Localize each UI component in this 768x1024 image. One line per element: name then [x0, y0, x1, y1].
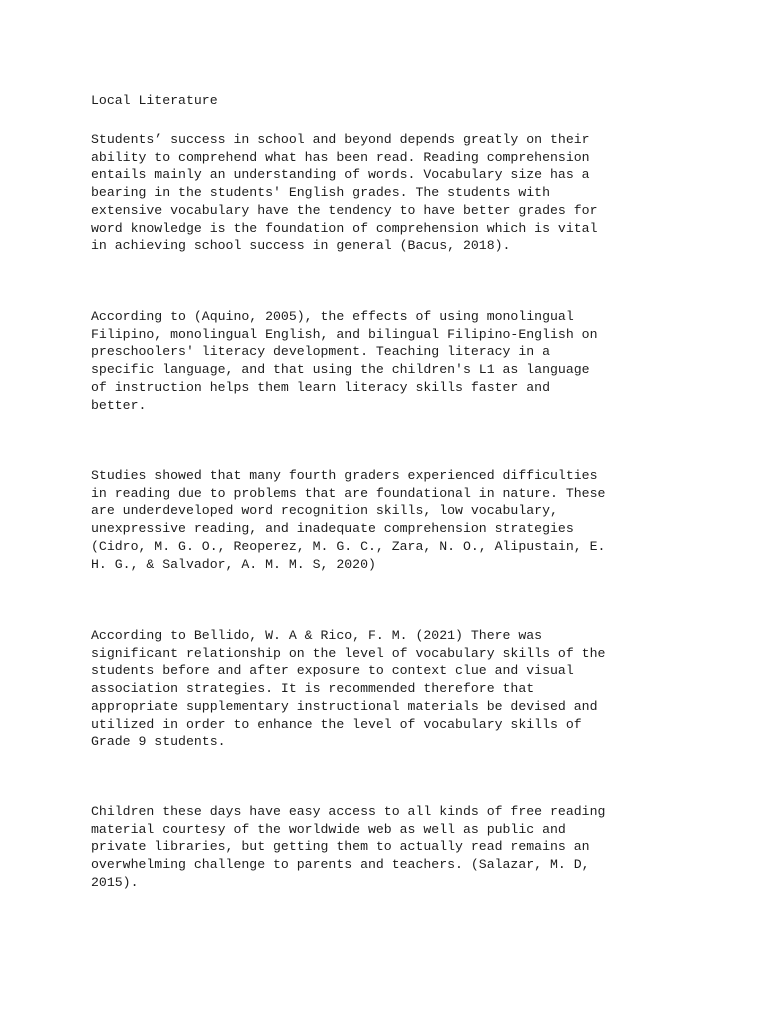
paragraph-aquino: According to (Aquino, 2005), the effects of using monolingual Filipino, monolingual English, and bilingual Filipino-English on preschoolers' literacy development. Teaching literacy in a specific language, and that using the children's L1 as language of instruction helps them learn literacy skills faster and better.: [91, 309, 598, 413]
paragraph-salazar: Children these days have easy access to all kinds of free reading material courtesy of the worldwide web as well as public and private libraries, but getting them to actually read remains an overwhelming challenge to parents and teachers. (Salazar, M. D, 2015).: [91, 804, 606, 890]
paragraph-bacus: Students’ success in school and beyond depends greatly on their ability to comprehend what has been read. Reading comprehension entails mainly an understanding of words. Vocabulary size has a bearing in the students' English grades. The students with extensive vocabulary have the tendency to have better grades for word knowledge is the foundation of comprehension which is vital in achieving school success in general (Bacus, 2018).: [91, 132, 598, 254]
document-heading: Local Literature: [91, 93, 218, 108]
paragraph-bellido: According to Bellido, W. A & Rico, F. M. (2021) There was significant relationship on the level of vocabulary skills of the students before and after exposure to context clue and visual association strategies. It is recommended therefore that appropriate supplementary instructional materials be devised and utilized in order to enhance the level of vocabulary skills of Grade 9 students.: [91, 628, 606, 750]
paragraph-cidro: Studies showed that many fourth graders experienced difficulties in reading due to problems that are foundational in nature. These are underdeveloped word recognition skills, low vocabulary, unexpressive reading, and inadequate comprehension strategies (Cidro, M. G. O., Reoperez, M. G. C., Zara, N. O., Alipustain, E. H. G., & Salvador, A. M. M. S, 2020): [91, 468, 606, 572]
